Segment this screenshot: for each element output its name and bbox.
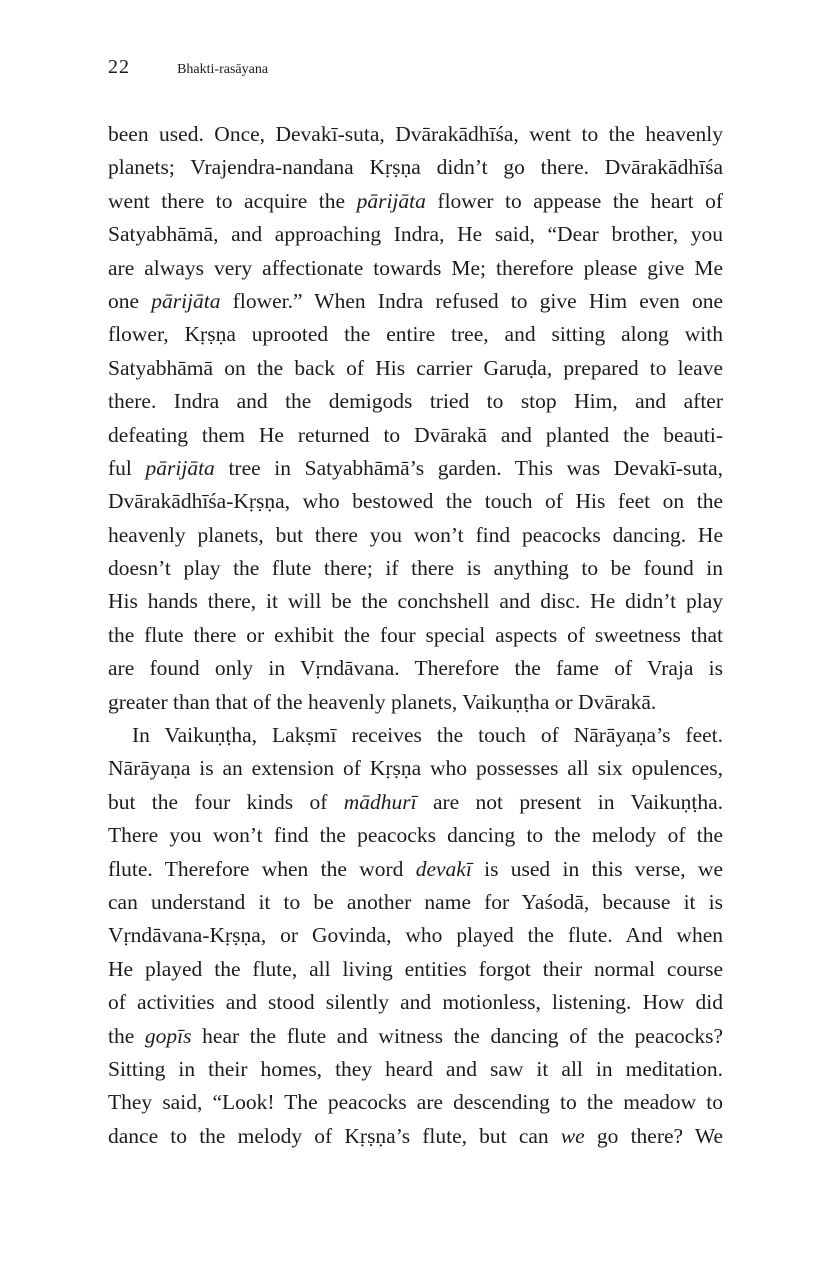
text-run: Satyabhāmā, and approaching Indra, He said, “Dear brother, you [108, 222, 723, 247]
text-run: of activities and stood silently and motionless, listening. How did [108, 990, 723, 1015]
text-run: His hands there, it will be the conchshell and disc. He didn’t play [108, 589, 723, 614]
text-line [108, 452, 723, 485]
italic-term: pārijāta [145, 455, 215, 480]
text-run: go there? We [584, 1123, 723, 1148]
text-run: flower to appease the heart of [425, 188, 723, 213]
text-line [108, 786, 723, 819]
italic-term: devakī [415, 856, 472, 881]
text-line [108, 1053, 723, 1086]
text-line [108, 819, 723, 852]
text-run: hear the flute and witness the dancing of the peacocks? [191, 1023, 723, 1048]
text-line [108, 185, 723, 218]
text-line [108, 1086, 723, 1119]
text-line [108, 986, 723, 1019]
text-run: Nārāyaṇa is an extension of Kṛṣṇa who possesses all six opulences, [108, 756, 723, 781]
text-run: is used in this verse, we [471, 856, 724, 881]
text-run: been used. Once, Devakī-suta, Dvārakādhīśa, went to the heavenly [108, 122, 723, 146]
text-run: flower, Kṛṣṇa uprooted the entire tree, and sitting along with [108, 322, 723, 347]
text-line [108, 619, 723, 652]
text-run: dance to the melody of Kṛṣṇa’s flute, but can [108, 1123, 561, 1148]
text-line [108, 1020, 723, 1053]
text-run: Vṛndāvana-Kṛṣṇa, or Govinda, who played the flute. And when [108, 923, 723, 948]
text-run: greater than that of the heavenly planets, Vaikuṇṭha or Dvārakā. [108, 689, 657, 714]
text-line [108, 352, 723, 385]
text-run: are always very affectionate towards Me; therefore please give Me [108, 255, 723, 280]
text-run: Sitting in their homes, they heard and saw it all in meditation. [108, 1056, 723, 1081]
text-run: Satyabhāmā on the back of His carrier Garuḍa, prepared to leave [108, 355, 723, 380]
text-run: heavenly planets, but there you won’t find peacocks dancing. He [108, 522, 723, 547]
page-header [108, 56, 268, 82]
text-line [108, 1120, 723, 1153]
text-run: doesn’t play the flute there; if there is anything to be found in [108, 556, 723, 581]
text-run: one [108, 288, 152, 313]
text-run: He played the flute, all living entities forgot their normal course [108, 956, 723, 981]
text-line [108, 752, 723, 785]
text-line [108, 686, 723, 719]
text-run: flower.” When Indra refused to give Him even one [220, 288, 724, 313]
text-line [108, 519, 723, 552]
text-line [108, 252, 723, 285]
italic-term: we [560, 1123, 585, 1148]
italic-term: pārijāta [151, 288, 221, 313]
italic-term: mādhurī [343, 789, 417, 814]
text-run: the [108, 1023, 145, 1048]
text-run: defeating them He returned to Dvārakā and planted the beauti- [108, 422, 723, 447]
text-line [108, 585, 723, 618]
text-line [108, 552, 723, 585]
text-run: there. Indra and the demigods tried to stop Him, and after [108, 389, 723, 414]
text-line [108, 886, 723, 919]
text-line [108, 853, 723, 886]
text-line [108, 218, 723, 251]
text-run: Dvārakādhīśa-Kṛṣṇa, who bestowed the touch of His feet on the [108, 489, 723, 514]
text-line [108, 385, 723, 418]
page-number: 22 [108, 56, 130, 78]
text-line [108, 151, 723, 184]
text-line [108, 419, 723, 452]
text-run: ful [108, 455, 146, 480]
text-line [108, 285, 723, 318]
text-run: can understand it to be another name for Yaśodā, because it is [108, 889, 723, 914]
text-run: In Vaikuṇṭha, Lakṣmī receives the touch of Nārāyaṇa’s feet. [132, 723, 723, 748]
text-run: went there to acquire the [108, 188, 357, 213]
text-run: the flute there or exhibit the four special aspects of sweetness that [108, 622, 723, 647]
text-run: but the four kinds of [108, 789, 344, 814]
text-run: They said, “Look! The peacocks are descending to the meadow to [108, 1090, 723, 1115]
body-text [108, 118, 723, 1153]
text-run: tree in Satyabhāmā’s garden. This was Devakī-suta, [214, 455, 723, 480]
text-line [108, 719, 723, 752]
text-line [108, 118, 723, 151]
italic-term: pārijāta [356, 188, 426, 213]
italic-term: gopīs [144, 1023, 192, 1048]
text-run: are not present in Vaikuṇṭha. [416, 789, 723, 814]
text-run: flute. Therefore when the word [108, 856, 416, 881]
text-line [108, 953, 723, 986]
text-run: planets; Vrajendra-nandana Kṛṣṇa didn’t go there. Dvārakādhīśa [108, 155, 723, 180]
text-line [108, 318, 723, 351]
running-head: Bhakti-rasāyana [177, 62, 269, 77]
text-line [108, 485, 723, 518]
text-run: are found only in Vṛndāvana. Therefore the fame of Vraja is [108, 656, 723, 681]
text-line [108, 652, 723, 685]
text-line [108, 919, 723, 952]
text-run: There you won’t find the peacocks dancing to the melody of the [108, 823, 723, 848]
